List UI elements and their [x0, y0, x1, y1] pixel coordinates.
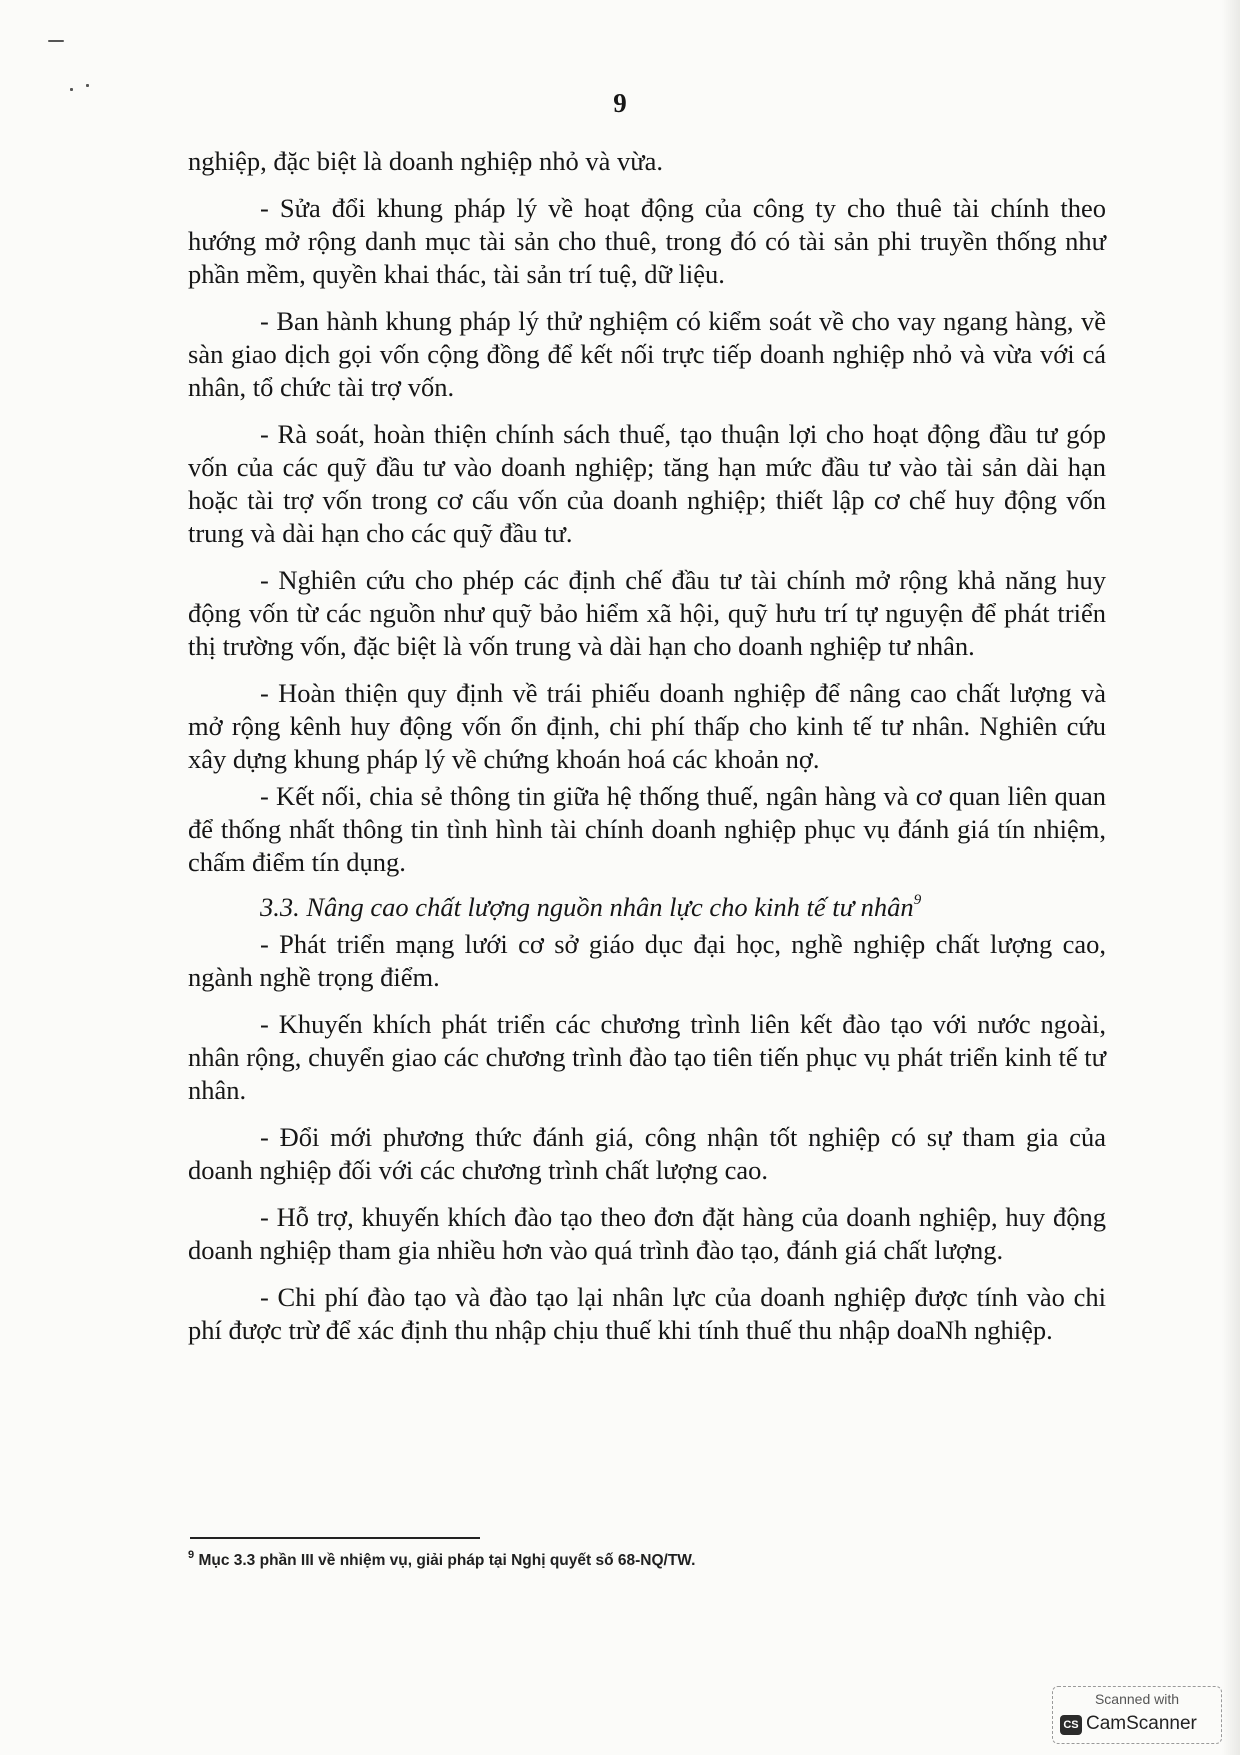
paragraph: - Đổi mới phương thức đánh giá, công nhận tốt nghiệp có sự tham gia của doanh nghiệp đối với các chương trình chất lượng cao.	[188, 1122, 1106, 1185]
document-body	[188, 145, 1106, 1347]
watermark-caption: Scanned with	[1094, 1691, 1180, 1707]
paragraph: - Kết nối, chia sẻ thông tin giữa hệ thống thuế, ngân hàng và cơ quan liên quan để thống nhất thông tin tình hình tài chính doanh nghiệp phục vụ đánh giá tín nhiệm, chấm điểm tín dụng.	[188, 781, 1106, 877]
paragraph: - Hỗ trợ, khuyến khích đào tạo theo đơn đặt hàng của doanh nghiệp, huy động doanh nghiệp tham gia nhiều hơn vào quá trình đào tạo, đánh giá chất lượng.	[188, 1202, 1106, 1265]
paragraph: nghiệp, đặc biệt là doanh nghiệp nhỏ và vừa.	[188, 146, 664, 176]
paragraph: - Ban hành khung pháp lý thử nghiệm có kiểm soát về cho vay ngang hàng, về sàn giao dịch gọi vốn cộng đồng để kết nối trực tiếp doanh nghiệp nhỏ và vừa với cá nhân, tổ chức tài trợ vốn.	[188, 306, 1106, 402]
scan-page-edge	[1222, 0, 1240, 1755]
footnote	[188, 1548, 888, 1570]
page-number: 9	[613, 88, 627, 118]
section-heading	[188, 891, 1106, 924]
footnote-marker: 9	[188, 1548, 195, 1561]
footnote-text: Mục 3.3 phần III về nhiệm vụ, giải pháp tại Nghị quyết số 68-NQ/TW.	[198, 1552, 696, 1569]
section-heading-text: 3.3. Nâng cao chất lượng nguồn nhân lực cho kinh tế tư nhân	[260, 892, 914, 922]
paragraph: - Phát triển mạng lưới cơ sở giáo dục đại học, nghề nghiệp chất lượng cao, ngành nghề trọng điểm.	[188, 929, 1106, 992]
footnote-divider	[190, 1537, 480, 1539]
paragraph: - Sửa đổi khung pháp lý về hoạt động của công ty cho thuê tài chính theo hướng mở rộng danh mục tài sản cho thuê, trong đó có tài sản phi truyền thống như phần mềm, quyền khai thác, tài sản trí tuệ, dữ liệu.	[188, 193, 1106, 289]
paragraph: - Rà soát, hoàn thiện chính sách thuế, tạo thuận lợi cho hoạt động đầu tư góp vốn của các quỹ đầu tư vào doanh nghiệp; tăng hạn mức đầu tư vào tài sản dài hạn hoặc tài trợ vốn trong cơ cấu vốn của doanh nghiệp; thiết lập cơ chế huy động vốn trung và dài hạn cho các quỹ đầu tư.	[188, 419, 1106, 548]
camscanner-watermark	[1052, 1686, 1222, 1744]
camscanner-logo-icon: CS	[1060, 1715, 1082, 1735]
scan-speck	[86, 84, 89, 87]
paragraph: - Chi phí đào tạo và đào tạo lại nhân lực của doanh nghiệp được tính vào chi phí được trừ để xác định thu nhập chịu thuế khi tính thuế thu nhập doaNh nghiệp.	[188, 1282, 1106, 1345]
paragraph: - Khuyến khích phát triển các chương trình liên kết đào tạo với nước ngoài, nhân rộng, chuyển giao các chương trình đào tạo tiên tiến phục vụ phát triển kinh tế tư nhân.	[188, 1009, 1106, 1105]
watermark-brand: CamScanner	[1086, 1713, 1197, 1734]
paragraph: - Nghiên cứu cho phép các định chế đầu tư tài chính mở rộng khả năng huy động vốn từ các nguồn như quỹ bảo hiểm xã hội, quỹ hưu trí tự nguyện để phát triển thị trường vốn, đặc biệt là vốn trung và dài hạn cho doanh nghiệp tư nhân.	[188, 565, 1106, 661]
scan-speck	[48, 40, 64, 42]
footnote-reference[interactable]: 9	[913, 892, 922, 909]
paragraph: - Hoàn thiện quy định về trái phiếu doanh nghiệp để nâng cao chất lượng và mở rộng kênh huy động vốn ổn định, chi phí thấp cho kinh tế tư nhân. Nghiên cứu xây dựng khung pháp lý về chứng khoán hoá các khoản nợ.	[188, 678, 1106, 774]
